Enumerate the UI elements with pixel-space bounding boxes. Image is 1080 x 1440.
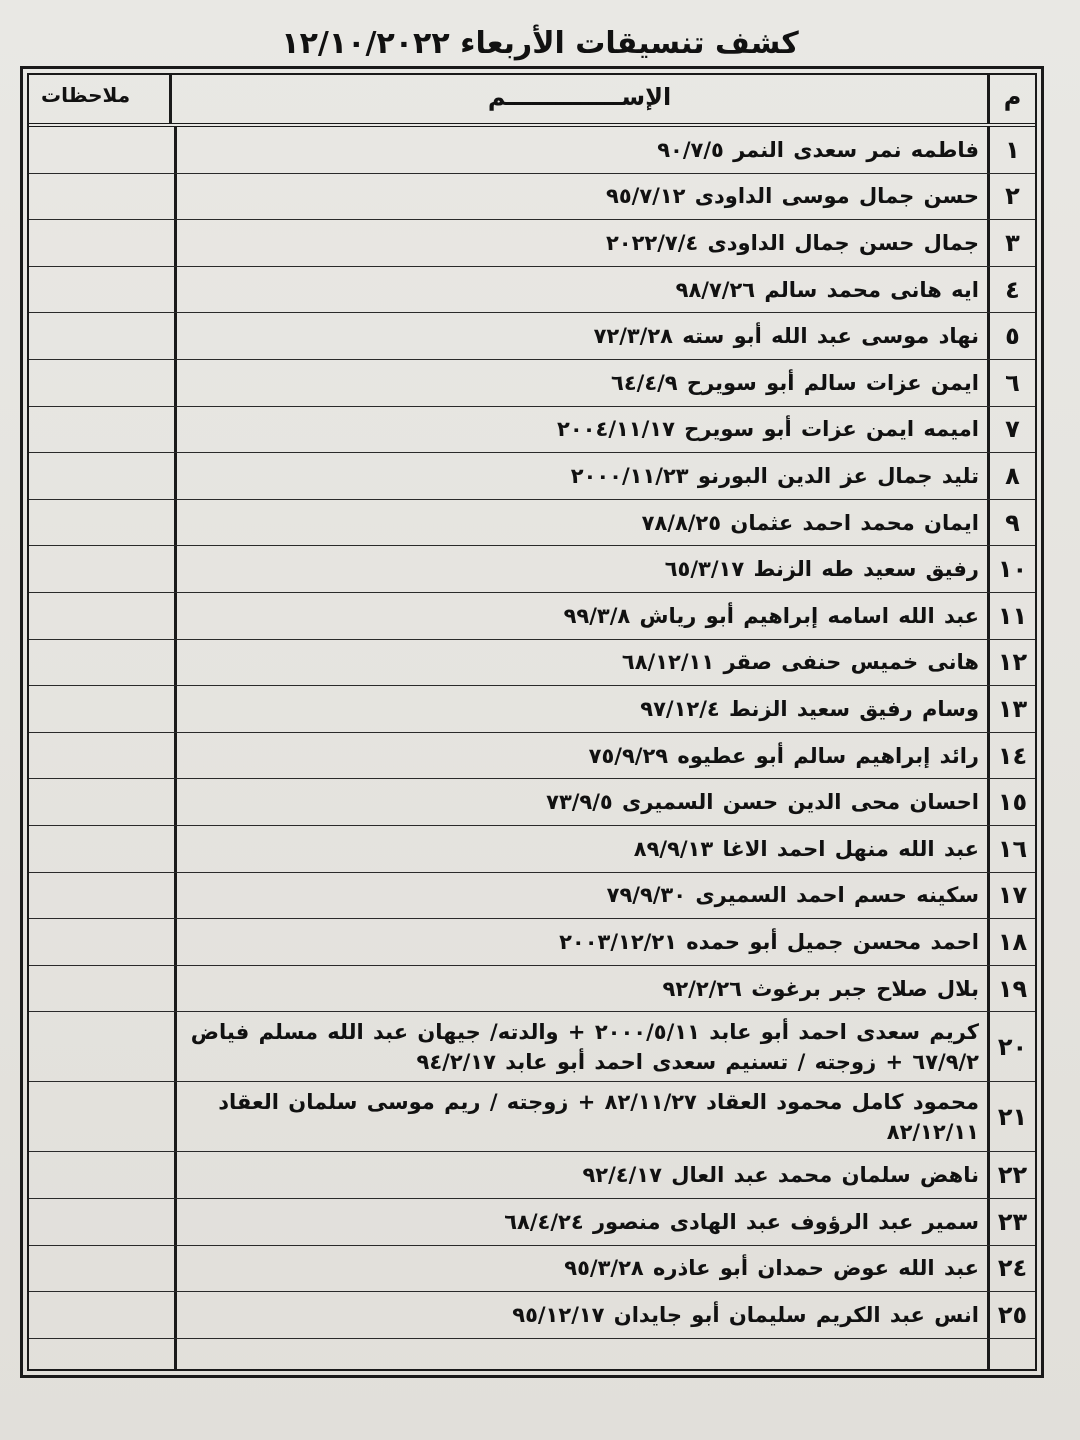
table-header-row (29, 75, 1035, 127)
table-row (29, 360, 1035, 407)
table-row (29, 779, 1035, 826)
table-row (29, 873, 1035, 920)
row-name: رائد إبراهيم سالم أبو عطيوه ٧٥/٩/٢٩ (588, 743, 979, 768)
document-title: كشف تنسيقات الأربعاء ١٢/١٠/٢٠٢٢ (281, 26, 799, 61)
row-name: تليد جمال عز الدين البورنو ٢٠٠٠/١١/٢٣ (570, 463, 979, 488)
row-number: ١٢ (997, 648, 1028, 677)
row-name: ايمان محمد احمد عثمان ٧٨/٨/٢٥ (641, 510, 979, 535)
row-number: ١٣ (997, 694, 1028, 723)
table-row (29, 500, 1035, 547)
row-notes (29, 1292, 174, 1338)
row-notes (29, 500, 174, 546)
row-notes (29, 686, 174, 732)
row-notes (29, 1152, 174, 1198)
row-number: ٩ (1005, 508, 1020, 537)
row-number: ٦ (1005, 368, 1020, 397)
table-row (29, 686, 1035, 733)
table-row (29, 593, 1035, 640)
table-row (29, 453, 1035, 500)
row-notes (29, 360, 174, 406)
row-notes (29, 407, 174, 453)
table-row (29, 1012, 1035, 1082)
table-row (29, 919, 1035, 966)
row-name: ناهض سلمان محمد عبد العال ٩٢/٤/١٧ (582, 1163, 979, 1188)
row-number: ٢ (1005, 182, 1020, 211)
row-notes (29, 779, 174, 825)
header-notes-label: ملاحظات (41, 83, 131, 107)
row-name: اميمه ايمن عزات أبو سويرح ٢٠٠٤/١١/١٧ (557, 417, 979, 442)
row-notes (29, 546, 174, 592)
row-name: احسان محى الدين حسن السميرى ٧٣/٩/٥ (546, 790, 979, 815)
row-notes (29, 313, 174, 359)
row-number: ٢٢ (997, 1161, 1028, 1190)
table-row (29, 220, 1035, 267)
row-name: فاطمه نمر سعدى النمر ٩٠/٧/٥ (657, 137, 979, 162)
table-row (29, 966, 1035, 1013)
row-name: نهاد موسى عبد الله أبو سته ٧٢/٣/٢٨ (593, 324, 979, 349)
row-name: عبد الله اسامه إبراهيم أبو رياش ٩٩/٣/٨ (563, 603, 979, 628)
row-notes (29, 873, 174, 919)
header-number-cell (987, 75, 1035, 123)
row-number: ١٨ (997, 927, 1028, 956)
row-notes (29, 826, 174, 872)
row-notes (29, 174, 174, 220)
row-number: ٤ (1005, 275, 1020, 304)
header-notes-cell (29, 75, 177, 123)
row-notes (29, 593, 174, 639)
table-row (29, 826, 1035, 873)
row-name: ايمن عزات سالم أبو سويرح ٦٤/٤/٩ (611, 370, 979, 395)
table-row (29, 267, 1035, 314)
row-notes (29, 733, 174, 779)
table-row (29, 1199, 1035, 1246)
row-name: سمير عبد الرؤوف عبد الهادى منصور ٦٨/٤/٢٤ (504, 1209, 979, 1234)
header-number-label: م (1003, 83, 1022, 111)
table-row (29, 546, 1035, 593)
row-name: كريم سعدى احمد أبو عابد ٢٠٠٠/٥/١١ + والدته/ جيهان عبد الله مسلم فياض ٦٧/٩/٢ + زوجته / تسنيم سعدى احمد أبو عابد ٩٤/٢/١٧ (190, 1019, 979, 1074)
row-notes (29, 127, 174, 173)
row-number: ١٩ (997, 974, 1028, 1003)
row-notes (29, 1199, 174, 1245)
row-name: ايه هانى محمد سالم ٩٨/٧/٢٦ (675, 277, 979, 302)
row-notes (29, 640, 174, 686)
table-row (29, 127, 1035, 174)
row-notes (29, 966, 174, 1012)
row-number: ٢١ (997, 1102, 1028, 1131)
row-number: ٧ (1005, 415, 1020, 444)
row-name: عبد الله منهل احمد الاغا ٨٩/٩/١٣ (633, 836, 979, 861)
row-notes (29, 919, 174, 965)
row-name: بلال صلاح جبر برغوث ٩٢/٢/٢٦ (662, 976, 979, 1001)
row-number: ١ (1005, 135, 1020, 164)
names-table (20, 66, 1044, 1378)
table-row (29, 1246, 1035, 1293)
row-notes (29, 1082, 174, 1151)
row-notes (29, 453, 174, 499)
table-row (29, 1082, 1035, 1152)
row-number: ٥ (1005, 322, 1020, 351)
table-row (29, 313, 1035, 360)
header-name-label: الإســــــــــــــم (487, 83, 672, 111)
row-name: جمال حسن جمال الداودى ٢٠٢٢/٧/٤ (605, 230, 979, 255)
row-name: سكينه حسم احمد السميرى ٧٩/٩/٣٠ (606, 883, 979, 908)
table-row (29, 1152, 1035, 1199)
row-name: حسن جمال موسى الداودى ٩٥/٧/١٢ (606, 184, 979, 209)
row-name: عبد الله عوض حمدان أبو عاذره ٩٥/٣/٢٨ (564, 1256, 979, 1281)
table-row (29, 407, 1035, 454)
row-number: ١٤ (997, 741, 1028, 770)
table-body (29, 127, 1035, 1369)
row-number: ٢٣ (997, 1207, 1028, 1236)
table-row (29, 174, 1035, 221)
row-number: ١١ (997, 601, 1028, 630)
row-notes (29, 1012, 174, 1081)
row-name: احمد محسن جميل أبو حمده ٢٠٠٣/١٢/٢١ (559, 929, 979, 954)
row-number: ٢٥ (997, 1300, 1028, 1329)
row-name: رفيق سعيد طه الزنط ٦٥/٣/١٧ (664, 557, 979, 582)
table-inner-border (27, 73, 1037, 1371)
row-name: محمود كامل محمود العقاد ٨٢/١١/٢٧ + زوجته / ريم موسى سلمان العقاد ٨٢/١٢/١١ (218, 1089, 979, 1144)
row-number: ١٠ (997, 555, 1028, 584)
row-name: وسام رفيق سعيد الزنط ٩٧/١٢/٤ (640, 696, 979, 721)
header-name-cell (169, 75, 987, 123)
row-number: ١٥ (997, 788, 1028, 817)
row-notes (29, 1246, 174, 1292)
row-notes (29, 220, 174, 266)
row-number: ١٦ (997, 834, 1028, 863)
table-row (29, 1292, 1035, 1339)
row-name: هانى خميس حنفى صقر ٦٨/١٢/١١ (621, 650, 979, 675)
row-number: ٢٠ (997, 1032, 1028, 1061)
table-row (29, 640, 1035, 687)
row-number: ١٧ (997, 881, 1028, 910)
row-notes (29, 267, 174, 313)
row-number: ٢٤ (997, 1254, 1028, 1283)
table-row (29, 733, 1035, 780)
row-number: ٨ (1005, 461, 1020, 490)
row-name: انس عبد الكريم سليمان أبو جايدان ٩٥/١٢/١٧ (512, 1302, 979, 1327)
row-number: ٣ (1005, 228, 1020, 257)
